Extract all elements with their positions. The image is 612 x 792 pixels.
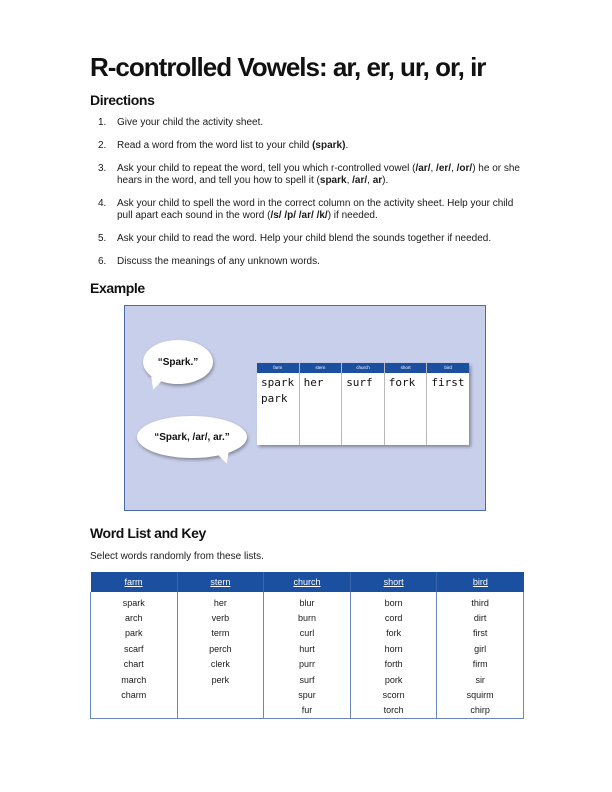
word-cell: march — [91, 672, 178, 687]
word-cell: purr — [264, 657, 351, 672]
direction-step — [95, 117, 520, 129]
speech-bubble-tail — [217, 450, 232, 465]
word-list-body — [91, 592, 524, 719]
word-cell: first — [437, 626, 524, 641]
word-list-heading: Word List and Key — [90, 525, 206, 541]
directions-list — [95, 117, 520, 279]
step-text: , — [451, 163, 457, 174]
example-column-header: short — [385, 363, 427, 373]
word-cell: scarf — [91, 641, 178, 656]
speech-bubble-child — [137, 416, 247, 458]
word-list-header-row — [91, 572, 524, 592]
page-title: R-controlled Vowels: ar, er, ur, or, ir — [90, 52, 486, 82]
direction-step — [95, 163, 520, 187]
step-text: , — [430, 163, 437, 174]
word-cell: her — [177, 592, 264, 610]
word-cell: arch — [91, 610, 178, 625]
word-cell: clerk — [177, 657, 264, 672]
word-cell — [91, 703, 178, 719]
step-emphasis: /or/ — [456, 163, 473, 174]
word-cell: perk — [177, 672, 264, 687]
word-cell: spur — [264, 687, 351, 702]
example-column-header: church — [342, 363, 384, 373]
example-column — [385, 363, 428, 445]
word-cell: hurt — [264, 641, 351, 656]
table-row — [91, 687, 524, 702]
word-cell: charm — [91, 687, 178, 702]
word-list-intro: Select words randomly from these lists. — [90, 551, 264, 562]
step-text: Ask your child to spell the word in the correct column on the activity sheet. Help your child pull apart each sound in the word ( — [117, 198, 514, 221]
word-cell: horn — [350, 641, 437, 656]
word-cell: verb — [177, 610, 264, 625]
handwritten-word: surf — [346, 376, 373, 389]
step-text: Ask your child to repeat the word, tell you which r-controlled vowel ( — [117, 163, 416, 174]
column-header-farm: farm — [91, 572, 178, 592]
word-cell: dirt — [437, 610, 524, 625]
handwritten-word: spark — [261, 376, 295, 389]
step-number: 1. — [98, 117, 107, 128]
word-cell — [177, 703, 264, 719]
direction-step — [95, 256, 520, 268]
column-header-church: church — [264, 572, 351, 592]
direction-step — [95, 233, 520, 245]
step-emphasis: /ar/ — [352, 175, 368, 186]
word-cell: firm — [437, 657, 524, 672]
word-list-table — [90, 572, 524, 719]
column-header-stern: stern — [177, 572, 264, 592]
word-cell — [177, 687, 264, 702]
directions-heading: Directions — [90, 92, 155, 108]
word-cell: spark — [91, 592, 178, 610]
speech-bubble-tail — [147, 376, 162, 391]
word-cell: sir — [437, 672, 524, 687]
example-column — [427, 363, 469, 445]
step-number: 4. — [98, 198, 107, 209]
table-row — [91, 610, 524, 625]
step-text: , — [367, 175, 373, 186]
word-cell: born — [350, 592, 437, 610]
step-emphasis: /ar/ — [415, 163, 431, 174]
word-cell: girl — [437, 641, 524, 656]
example-illustration — [124, 305, 486, 511]
word-cell: chirp — [437, 703, 524, 719]
word-cell: perch — [177, 641, 264, 656]
word-cell: park — [91, 626, 178, 641]
table-row — [91, 672, 524, 687]
speech-bubble-text: “Spark.” — [157, 356, 199, 368]
step-text: Read a word from the word list to your child — [117, 140, 313, 151]
word-cell: curl — [264, 626, 351, 641]
example-heading: Example — [90, 280, 145, 296]
example-column — [257, 363, 300, 445]
step-number: 6. — [98, 256, 107, 267]
handwritten-word: fork — [388, 376, 416, 389]
handwritten-word: park — [261, 392, 288, 405]
word-cell: squirm — [437, 687, 524, 702]
example-activity-sheet — [257, 363, 469, 445]
table-row — [91, 703, 524, 719]
word-cell: cord — [350, 610, 437, 625]
word-cell: torch — [350, 703, 437, 719]
example-column-header: bird — [427, 363, 469, 373]
step-text: Give your child the activity sheet. — [117, 117, 264, 128]
step-text: Ask your child to read the word. Help your child blend the sounds together if needed. — [117, 233, 492, 244]
column-header-short: short — [350, 572, 437, 592]
direction-step — [95, 198, 520, 222]
direction-step — [95, 140, 520, 152]
word-cell: forth — [350, 657, 437, 672]
speech-bubble-text: “Spark, /ar/, ar.” — [154, 431, 230, 443]
word-cell: third — [437, 592, 524, 610]
example-column-header: stern — [300, 363, 342, 373]
step-emphasis: ar — [372, 175, 383, 186]
step-text: ). — [382, 175, 389, 186]
word-cell: chart — [91, 657, 178, 672]
step-emphasis: /er/ — [436, 163, 452, 174]
step-text: , — [346, 175, 353, 186]
step-emphasis: /s/ /p/ /ar/ /k/ — [270, 210, 328, 221]
word-cell: surf — [264, 672, 351, 687]
example-column — [300, 363, 343, 445]
step-text: ) if needed. — [327, 210, 378, 221]
word-cell: fur — [264, 703, 351, 719]
column-header-bird: bird — [437, 572, 524, 592]
word-cell: term — [177, 626, 264, 641]
step-text: ) he or she hears in the word, and tell you how to spell it ( — [117, 163, 520, 186]
table-row — [91, 592, 524, 610]
table-row — [91, 641, 524, 656]
step-text: . — [345, 140, 349, 151]
handwritten-word: first — [431, 376, 465, 389]
word-cell: scorn — [350, 687, 437, 702]
step-emphasis: spark — [319, 175, 347, 186]
word-cell: pork — [350, 672, 437, 687]
step-number: 5. — [98, 233, 107, 244]
speech-bubble-parent — [143, 340, 213, 384]
word-cell: fork — [350, 626, 437, 641]
example-column-header: farm — [257, 363, 299, 373]
table-row — [91, 626, 524, 641]
word-cell: burn — [264, 610, 351, 625]
handwritten-word: her — [303, 376, 324, 389]
step-number: 3. — [98, 163, 107, 174]
word-cell: blur — [264, 592, 351, 610]
step-emphasis: (spark) — [312, 140, 346, 151]
step-number: 2. — [98, 140, 107, 151]
table-row — [91, 657, 524, 672]
example-column — [342, 363, 385, 445]
step-text: Discuss the meanings of any unknown words. — [117, 256, 320, 267]
